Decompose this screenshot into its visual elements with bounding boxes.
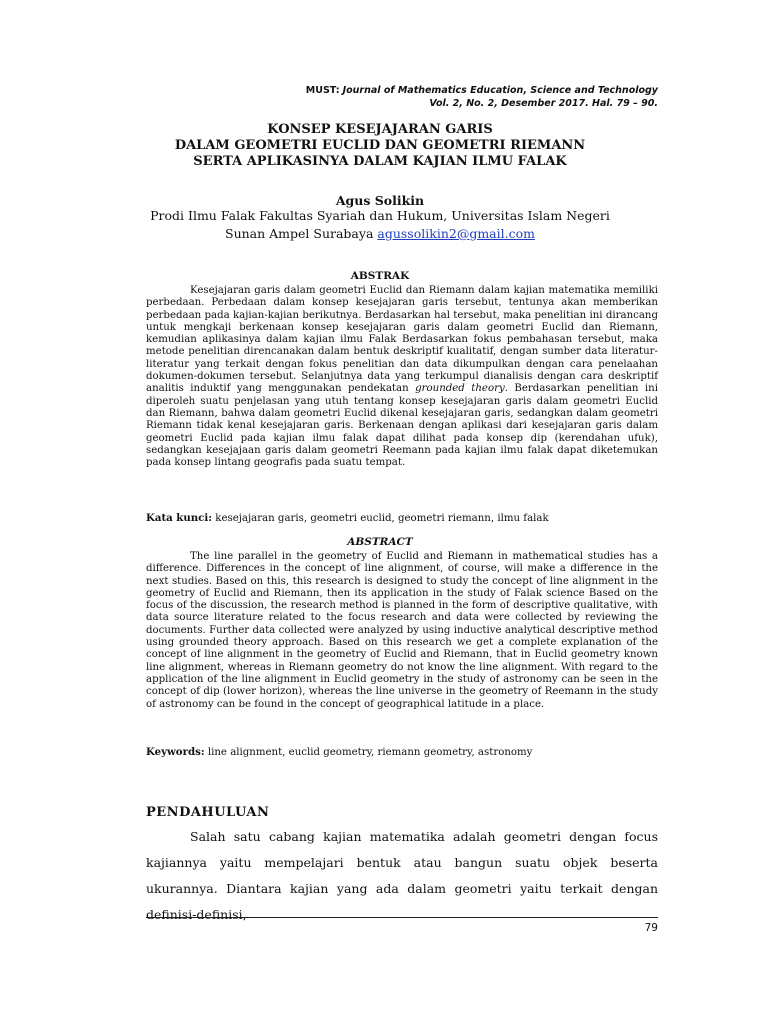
title-line-3: SERTA APLIKASINYA DALAM KAJIAN ILMU FALAK xyxy=(193,154,567,169)
abstract-heading: ABSTRACT xyxy=(347,536,413,548)
abstrak-keywords-text: kesejajaran garis, geometri euclid, geometri riemann, ilmu falak xyxy=(215,513,549,524)
abstrak-keywords-label: Kata kunci: xyxy=(146,512,213,524)
abstract-text: The line parallel in the geometry of Euclid and Riemann in mathematical studies has a difference. Differences in the concept of line alignment, of course, will make a difference in the next studies. Based on this, this research is designed to study the concept of line alignment in the geometry of Euclid and Riemann, then its application in the study of Falak science Based on the focus of the discussion, the research method is planned in the form of descriptive qualitative, with data source literature related to the focus research and data were collected by reviewing the documents. Further data collected were analyzed by using inductive analytical descriptive method using grounded theory approach. Based on this research we get a complete explanation of the concept of line alignment in the geometry of Euclid and Riemann, that in Euclid geometry known line alignment, whereas in Riemann geometry do not know the line alignment. With regard to the application of the line alignment in Euclid geometry in the study of astronomy can be seen in the concept of dip (lower horizon), whereas the line universe in the geometry of Reemann in the study of astronomy can be found in the concept of geographical latitude in a place. xyxy=(146,551,658,710)
section-heading: PENDAHULUAN xyxy=(146,805,270,820)
journal-prefix: MUST: xyxy=(305,85,340,96)
abstrak-keywords xyxy=(146,512,658,525)
author-affiliation xyxy=(130,207,630,243)
abstrak-italic-term: grounded theory xyxy=(415,383,505,395)
paper-title xyxy=(100,122,660,170)
abstract-keywords-text: line alignment, euclid geometry, riemann geometry, astronomy xyxy=(207,747,533,758)
affiliation-text: Prodi Ilmu Falak Fakultas Syariah dan Hukum, Universitas Islam Negeri Sunan Ampel Surabaya xyxy=(150,208,610,241)
journal-name: Journal of Mathematics Education, Science and Technology xyxy=(342,85,658,96)
footer-rule xyxy=(146,917,658,918)
section-body xyxy=(146,824,658,928)
journal-header xyxy=(306,84,658,110)
abstrak-heading: ABSTRAK xyxy=(350,270,410,282)
abstract-keywords-label: Keywords: xyxy=(146,746,205,758)
abstract-keywords xyxy=(146,746,658,759)
abstrak-body xyxy=(146,285,658,469)
title-line-1: KONSEP KESEJAJARAN GARIS xyxy=(267,122,493,137)
title-line-2: DALAM GEOMETRI EUCLID DAN GEOMETRI RIEMANN xyxy=(174,138,586,153)
abstract-body xyxy=(146,551,658,711)
page-number: 79 xyxy=(644,922,658,934)
journal-name-line xyxy=(306,84,658,97)
journal-volume: Vol. 2, No. 2, Desember 2017. Hal. 79 – 90. xyxy=(429,98,658,109)
abstrak-text-part1: Kesejajaran garis dalam geometri Euclid dan Riemann dalam kajian matematika memiliki perbedaan. Perbedaan dalam konsep kesejajaran garis tersebut, tentunya akan memberikan perbedaan pada kajian-kajian berikutnya. Berdasarkan hal tersebut, maka penelitian ini dirancang untuk mengkaji berkenaan konsep kesejajaran garis dalam geometri Euclid dan Riemann, kemudian aplikasinya dalam kajian ilmu Falak Berdasarkan fokus pembahasan tersebut, maka metode penelitian direncanakan dalam bentuk deskriptif kualitatif, dengan sumber data literatur-literatur yang terkait dengan fokus penelitian dan data dikumpulkan dengan cara penelaahan dokumen-dokumen tersebut. Selanjutnya data yang terkumpul dianalisis dengan cara deskriptif analitis induktif yang menggunakan pendekatan xyxy=(146,285,658,395)
abstrak-text-part2: . Berdasarkan penelitian ini diperoleh suatu penjelasan yang utuh tentang konsep kesejajaran garis dalam geometri Euclid dan Riemann, bahwa dalam geometri Euclid dikenal kesejajaran garis, sedangkan dalam geometri Riemann tidak kenal kesejajaran garis. Berkenaan dengan aplikasi dari kesejajaran garis dalam geometri Euclid pada kajian ilmu falak dapat dilihat pada konsep dip (kerendahan ufuk), sedangkan kesejajaan garis dalam geometri Reemann pada kajian ilmu falak dapat diketemukan pada konsep lintang geografis pada suatu tempat. xyxy=(146,383,658,469)
author-name: Agus Solikin xyxy=(335,193,425,208)
author-email-link[interactable]: agussolikin2@gmail.com xyxy=(377,226,535,241)
section-paragraph: Salah satu cabang kajian matematika adalah geometri dengan focus kajiannya yaitu mempelajari bentuk atau bangun suatu objek beserta ukurannya. Diantara kajian yang ada dalam geometri yaitu terkait dengan definisi-definisi, xyxy=(146,829,658,922)
